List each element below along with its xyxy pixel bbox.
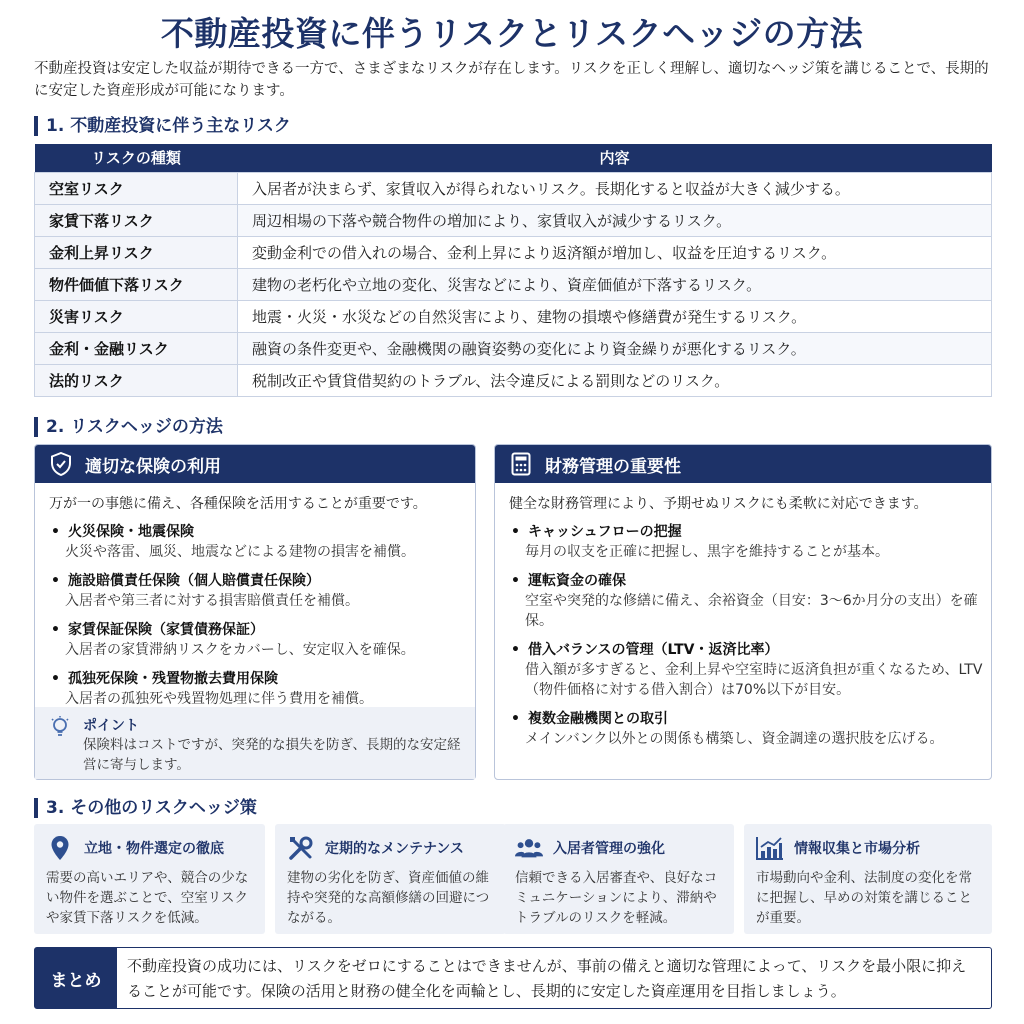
item-title: • 運転資金の確保	[511, 571, 991, 591]
risk-type: 家賃下落リスク	[35, 204, 238, 236]
section1-heading: 1. 不動産投資に伴う主なリスク	[34, 116, 291, 136]
risk-type: 災害リスク	[35, 300, 238, 332]
summary-label: まとめ	[35, 948, 117, 1008]
item-desc: 入居者の家賃滞納リスクをカバーし、安定収入を確保。	[65, 642, 415, 658]
shield-icon	[49, 452, 73, 476]
insurance-card-title: 適切な保険の利用	[85, 456, 221, 477]
table-row	[35, 172, 992, 204]
item-desc: 借入額が多すぎると、金利上昇や空室時に返済負担が重くなるため、LTV（物件価格に対する借入割合）は70%以下が目安。	[525, 662, 983, 698]
item-desc: 火災や落雷、風災、地震などによる建物の損害を補償。	[65, 544, 415, 560]
risk-content: 税制改正や賃貸借契約のトラブル、法令違反による罰則などのリスク。	[238, 364, 992, 396]
box-text: 需要の高いエリアや、競合の少ない物件を選ぶことで、空室リスクや家賃下落リスクを低減。	[46, 870, 249, 926]
risk-type: 金利上昇リスク	[35, 236, 238, 268]
risk-type: 空室リスク	[35, 172, 238, 204]
box-text: 建物の劣化を防ぎ、資産価値の維持や突発的な高額修繕の回避につながる。	[287, 870, 490, 926]
point-title: ポイント	[83, 718, 139, 734]
intro-text: 不動産投資は安定した収益が期待できる一方で、さまざまなリスクが存在します。リスクを正しく理解し、適切なヘッジ策を講じることで、長期的に安定した資産形成が可能になります。	[34, 61, 989, 99]
list-item	[51, 522, 475, 562]
col-header-content: 内容	[238, 144, 992, 172]
item-title: • 複数金融機関との取引	[511, 709, 991, 729]
box-title: 入居者管理の強化	[553, 841, 665, 857]
risk-content: 入居者が決まらず、家賃収入が得られないリスク。長期化すると収益が大きく減少する。	[238, 172, 992, 204]
risk-content: 建物の老朽化や立地の変化、災害などにより、資産価値が下落するリスク。	[238, 268, 992, 300]
box-title: 立地・物件選定の徹底	[84, 841, 224, 857]
lightbulb-icon	[49, 715, 71, 737]
summary-text: 不動産投資の成功には、リスクをゼロにすることはできませんが、事前の備えと適切な管理によって、リスクを最小限に抑えることが可能です。保険の活用と財務の健全化を両輪とし、長期的に安定した資産運用を目指しましょう。	[127, 957, 967, 1000]
chart-icon	[756, 834, 784, 862]
hedge-box-maintenance	[275, 824, 506, 934]
list-item	[51, 620, 475, 660]
item-desc: メインバンク以外との関係も構築し、資金調達の選択肢を広げる。	[525, 731, 944, 747]
point-text: 保険料はコストですが、突発的な損失を防ぎ、長期的な安定経営に寄与します。	[83, 737, 461, 773]
item-desc: 入居者の孤独死や残置物処理に伴う費用を補償。	[65, 691, 373, 707]
people-icon	[515, 834, 543, 862]
insurance-card-header	[35, 445, 475, 483]
list-item	[51, 571, 475, 611]
list-item	[511, 709, 991, 749]
risk-table	[34, 144, 992, 397]
finance-card	[494, 444, 992, 780]
table-row	[35, 268, 992, 300]
item-title: • 火災保険・地震保険	[51, 522, 475, 542]
hedge-box-market	[744, 824, 992, 934]
hedge-box-location	[34, 824, 265, 934]
risk-type: 法的リスク	[35, 364, 238, 396]
table-row	[35, 300, 992, 332]
table-row	[35, 364, 992, 396]
item-title: • 借入バランスの管理（LTV・返済比率）	[511, 640, 991, 660]
table-row	[35, 204, 992, 236]
table-row	[35, 236, 992, 268]
section3-heading: 3. その他のリスクヘッジ策	[34, 798, 257, 818]
risk-content: 変動金利での借入れの場合、金利上昇により返済額が増加し、収益を圧迫するリスク。	[238, 236, 992, 268]
box-title: 定期的なメンテナンス	[325, 841, 464, 857]
box-title: 情報収集と市場分析	[794, 841, 920, 857]
list-item	[511, 571, 991, 631]
risk-content: 周辺相場の下落や競合物件の増加により、家賃収入が減少するリスク。	[238, 204, 992, 236]
item-title: • 孤独死保険・残置物撤去費用保険	[51, 669, 475, 689]
box-text: 信頼できる入居審査や、良好なコミュニケーションにより、滞納やトラブルのリスクを軽減。	[515, 870, 718, 926]
risk-content: 融資の条件変更や、金融機関の融資姿勢の変化により資金繰りが悪化するリスク。	[238, 332, 992, 364]
section2-heading: 2. リスクヘッジの方法	[34, 417, 223, 437]
table-header-row	[35, 144, 992, 172]
item-desc: 入居者や第三者に対する損害賠償責任を補償。	[65, 593, 359, 609]
item-desc: 空室や突発的な修繕に備え、余裕資金（目安：3〜6か月分の支出）を確保。	[525, 593, 978, 629]
insurance-card	[34, 444, 476, 780]
point-box	[35, 707, 475, 779]
list-item	[511, 640, 991, 700]
insurance-lead: 万が一の事態に備え、各種保険を活用することが重要です。	[49, 496, 427, 512]
finance-card-header	[495, 445, 991, 483]
list-item	[51, 669, 475, 709]
finance-lead: 健全な財務管理により、予期せぬリスクにも柔軟に対応できます。	[509, 496, 928, 512]
list-item	[511, 522, 991, 562]
summary-box	[34, 947, 992, 1009]
tools-icon	[287, 834, 315, 862]
box-text: 市場動向や金利、法制度の変化を常に把握し、早めの対策を講じることが重要。	[756, 870, 972, 926]
item-title: • 施設賠償責任保険（個人賠償責任保険）	[51, 571, 475, 591]
hedge-box-tenant	[503, 824, 734, 934]
risk-content: 地震・火災・水災などの自然災害により、建物の損壊や修繕費が発生するリスク。	[238, 300, 992, 332]
calculator-icon	[509, 452, 533, 476]
item-title: • キャッシュフローの把握	[511, 522, 991, 542]
risk-type: 金利・金融リスク	[35, 332, 238, 364]
item-title: • 家賃保証保険（家賃債務保証）	[51, 620, 475, 640]
col-header-type: リスクの種類	[35, 144, 238, 172]
location-pin-icon	[46, 834, 74, 862]
page-title: 不動産投資に伴うリスクとリスクヘッジの方法	[160, 14, 864, 53]
finance-card-title: 財務管理の重要性	[545, 456, 681, 477]
item-desc: 毎月の収支を正確に把握し、黒字を維持することが基本。	[525, 544, 889, 560]
table-row	[35, 332, 992, 364]
risk-type: 物件価値下落リスク	[35, 268, 238, 300]
